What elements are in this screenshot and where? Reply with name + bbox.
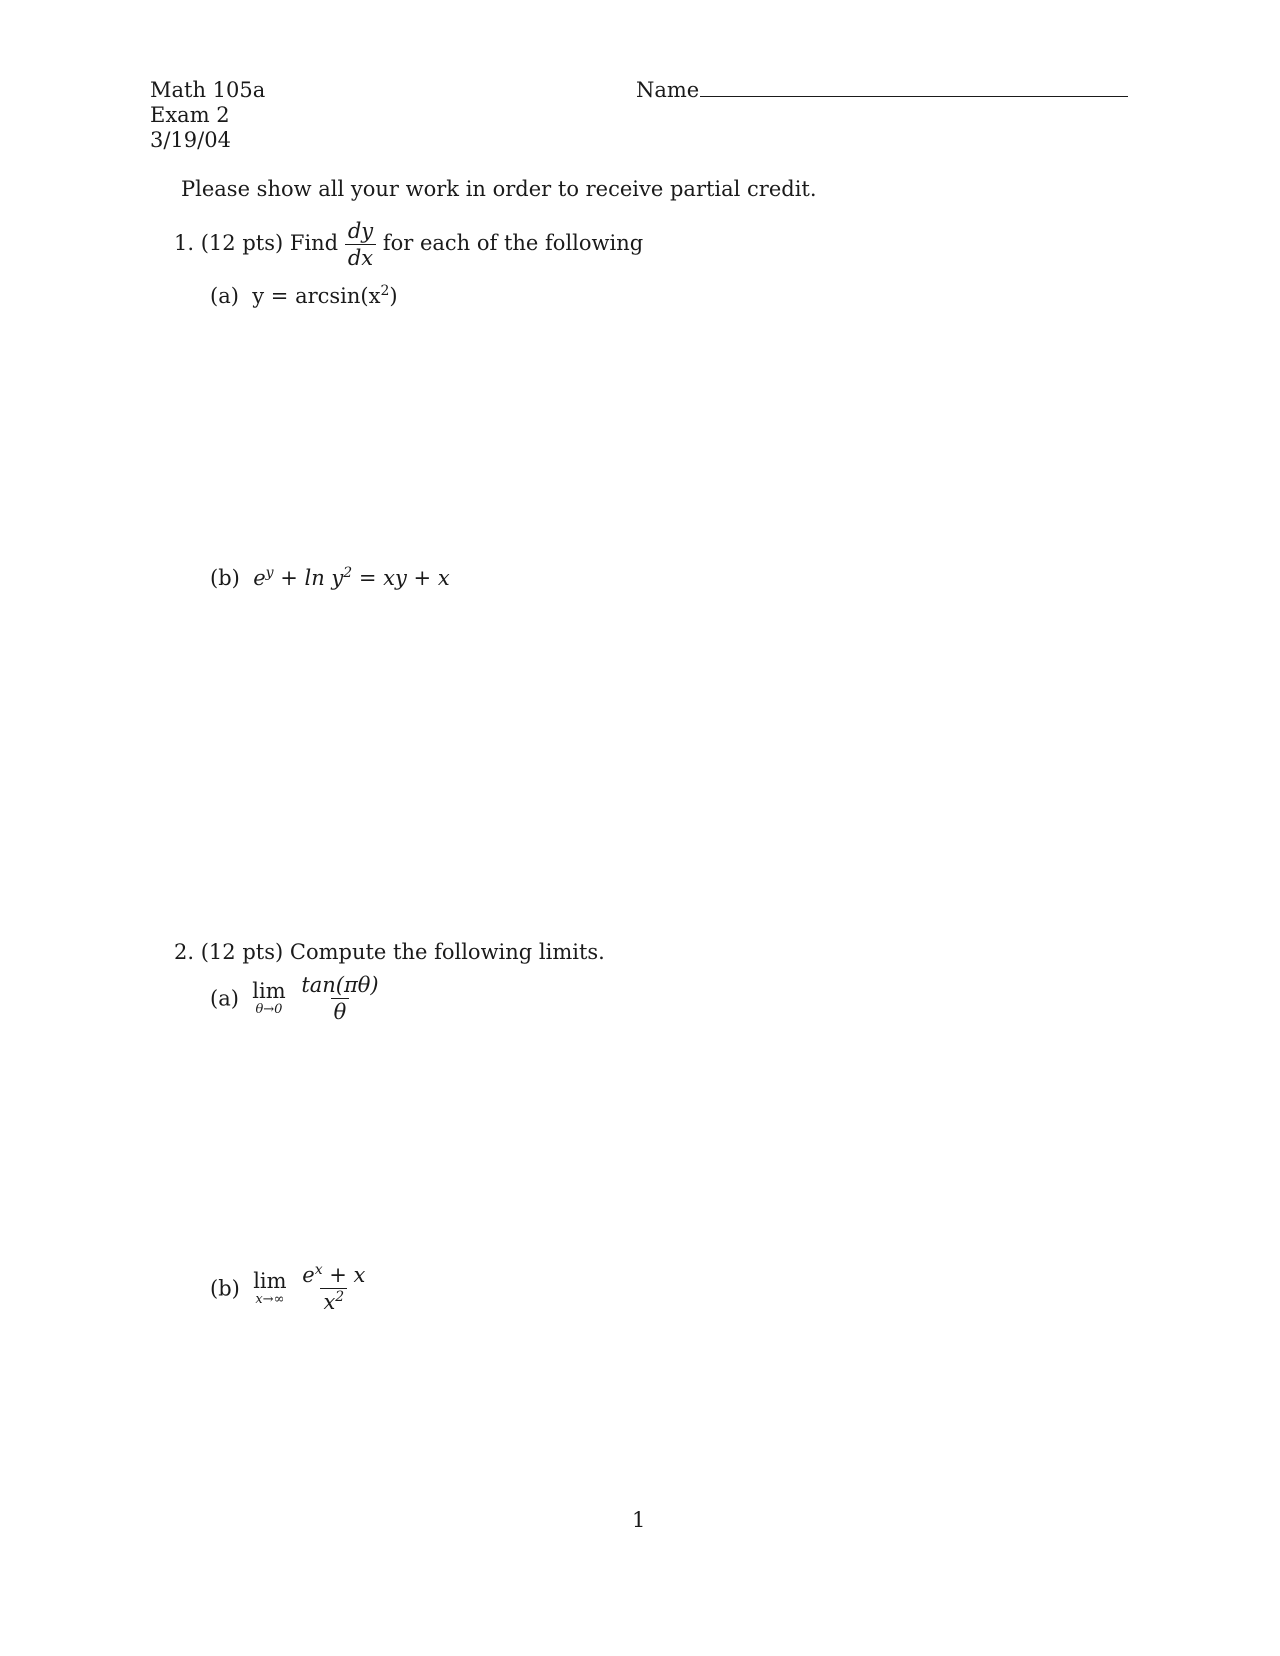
question-1-number: 1. [174,231,195,256]
fraction-numerator: dy [347,219,374,243]
question-1-rest: for each of the following [382,231,644,256]
name-field-line[interactable] [700,96,1128,97]
course-title: Math 105a [150,78,266,102]
question-1a-label: (a) [210,284,239,308]
question-1b-expression: $e^y + \ln y^2$ = xy + x [253,565,450,590]
question-1a [210,284,398,308]
question-2b [210,1264,368,1313]
name-label: Name [636,78,700,102]
question-1b [210,566,450,590]
instructions: Please show all your work in order to receive partial credit. [181,177,817,201]
question-1-prompt [174,220,643,269]
limit-fraction-b: $\frac{e^x + x}{x^2}$ [302,1262,366,1315]
exam-date: 3/19/04 [150,128,231,152]
limit-fraction-a: $\frac{\tan(\pi\theta)}{\theta}$ [301,973,379,1025]
fraction-denominator: dx [345,244,376,269]
question-2a [210,974,382,1023]
question-2a-label: (a) [210,986,239,1011]
limit-operator-a: lim θ→0 [252,978,286,1017]
dy-dx-fraction [345,220,376,269]
limit-operator-b: lim x→∞ [253,1268,287,1307]
question-2-prompt [174,940,605,964]
question-1-points: (12 pts) [200,231,284,256]
question-1-find: Find [289,231,339,256]
question-2-points: (12 pts) [200,940,284,964]
question-1b-label: (b) [210,566,240,590]
question-1a-expression: $y = \arcsin(x^2)$ [252,283,398,308]
exam-title: Exam 2 [150,103,230,127]
question-2-number: 2. [174,940,195,964]
question-2-text: Compute the following limits. [289,940,605,964]
question-2b-label: (b) [210,1276,240,1301]
page-number: 1 [632,1508,646,1532]
